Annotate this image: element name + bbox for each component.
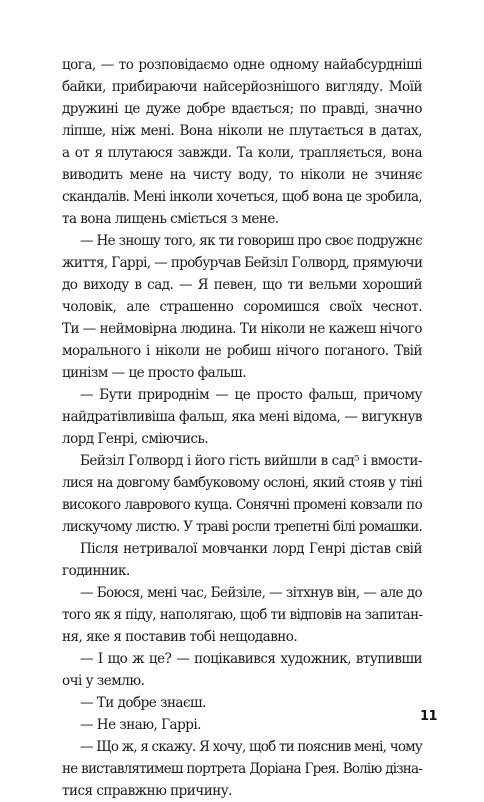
text-line: чоловік, але страшенно соромишся своїх чеснот. <box>62 299 422 315</box>
text-line: — Боюся, мені час, Бейзіле, — зітхнув він, — але до <box>80 585 422 601</box>
text-line: — Не зношу того, як ти говориш про своє подружнє <box>80 233 422 249</box>
text-line: очі у землю. <box>62 673 145 689</box>
text-line: — Ти добре знаєш. <box>80 695 206 711</box>
text-line: до виходу в сад. — Я певен, що ти вельми хороший <box>62 277 422 293</box>
text-line: того як я піду, наполягаю, щоб ти відповів на запитан- <box>62 607 423 623</box>
text-line: скандалів. Мені інколи хочеться, щоб вона це зробила, <box>62 189 422 205</box>
text-line: ня, яке я поставив тобі нещодавно. <box>62 629 298 645</box>
book-page-text <box>62 54 422 802</box>
text-line: життя, Гаррі, — пробурчав Бейзіл Голворд, прямуючи <box>62 255 423 271</box>
text-line: тися справжню причину. <box>62 783 232 799</box>
text-line: лися на довгому бамбуковому ослоні, який стояв у тіні <box>62 475 422 491</box>
text-line: цинізм — це просто фальш. <box>62 365 247 381</box>
text-line: найдратівливіша фальш, яка мені відома, — вигукнув <box>62 409 422 425</box>
text-line: дружині це дуже добре вдається; по правді, значно <box>62 101 422 117</box>
text-line: не виставлятимеш портрета Доріана Грея. Волію дізна- <box>62 761 422 777</box>
text-line: лорд Генрі, сміючись. <box>62 431 209 447</box>
text-line: а от я плутаюся завжди. Та коли, трапляється, вона <box>62 145 422 161</box>
text-line: годинник. <box>62 563 130 579</box>
text-line: цога, — то розповідаємо одне одному найабсурдніші <box>62 57 422 73</box>
text-line: ліпше, ніж мені. Вона ніколи не плутається в датах, <box>62 123 422 139</box>
text-line: — Що ж, я скажу. Я хочу, щоб ти пояснив мені, чому <box>80 739 422 755</box>
text-line: морального і ніколи не робиш нічого поганого. Твій <box>62 343 422 359</box>
text-line: Ти — неймовірна людина. Ти ніколи не кажеш нічого <box>62 321 422 337</box>
text-line: Після нетривалої мовчанки лорд Генрі дістав свій <box>80 541 422 557</box>
text-line: — Бути природнім — це просто фальш, причому <box>80 387 422 403</box>
text-line: виводить мене на чисту воду, то ніколи не зчиняє <box>62 167 422 183</box>
text-line: — Не знаю, Гаррі. <box>80 717 201 733</box>
text-line: Бейзіл Голворд і його гість вийшли в сад⁵ і вмости- <box>80 453 422 469</box>
text-line: — І що ж це? — поцікавився художник, втупивши <box>80 651 422 667</box>
text-line: байки, прибираючи найсерйознішого вигляду. Моїй <box>62 79 422 95</box>
text-line: високого лаврового куща. Сонячні промені ковзали по <box>62 497 422 513</box>
text-line: та вона лищень сміється з мене. <box>62 211 279 227</box>
page-number: 11 <box>420 709 438 724</box>
text-line: лискучому листю. У траві росли трепетні білі ромашки. <box>62 519 422 535</box>
